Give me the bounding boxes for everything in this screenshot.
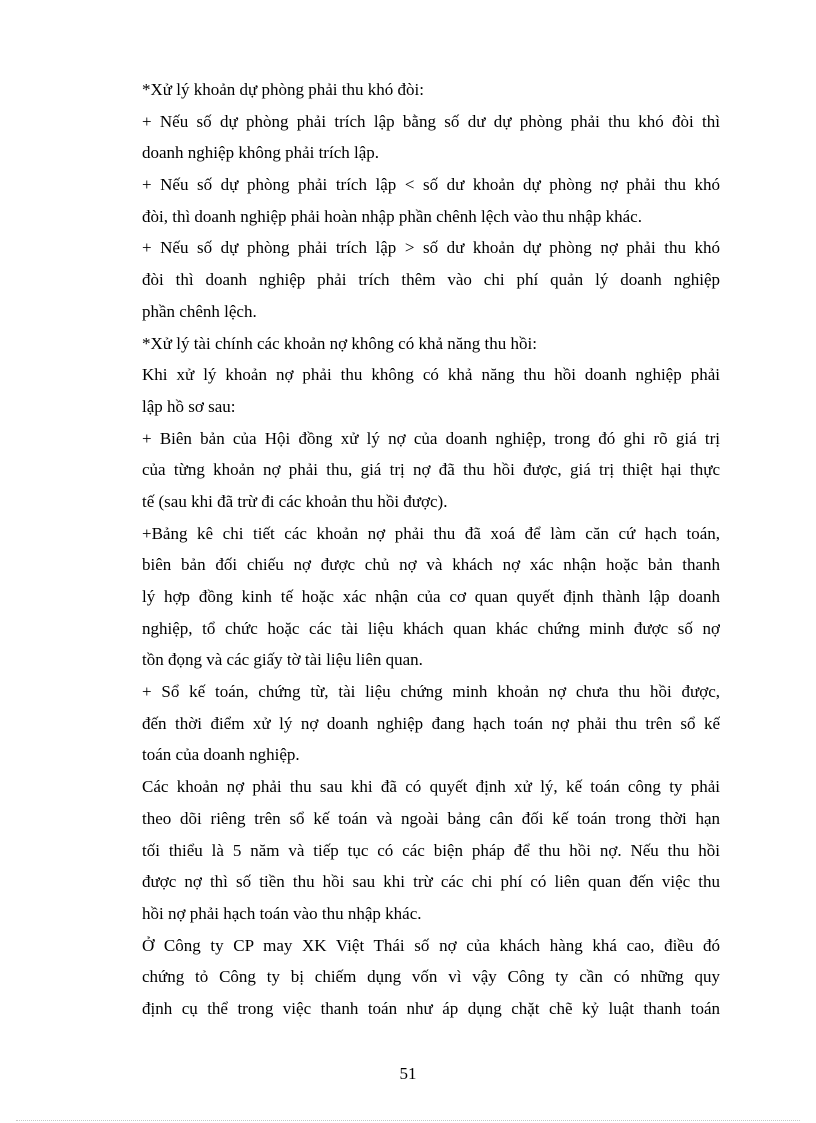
text-line: được nợ thì số tiền thu hồi sau khi trừ các chi phí có liên quan đến việc thu (142, 872, 720, 892)
text-line: Các khoản nợ phải thu sau khi đã có quyết định xử lý, kế toán công ty phải (142, 777, 720, 797)
text-line: Khi xử lý khoản nợ phải thu không có khả năng thu hồi doanh nghiệp phải (142, 365, 720, 385)
text-line: +Bảng kê chi tiết các khoản nợ phải thu đã xoá để làm căn cứ hạch toán, (142, 523, 720, 543)
text-line: lập hồ sơ sau: (142, 396, 236, 416)
text-line: hồi nợ phải hạch toán vào thu nhập khác. (142, 903, 422, 923)
text-line: biên bản đối chiếu nợ được chủ nợ và khách nợ xác nhận hoặc bản thanh (142, 555, 720, 575)
text-line-heading-2: *Xử lý tài chính các khoản nợ không có khả năng thu hồi: (142, 333, 537, 353)
text-line: nghiệp, tổ chức hoặc các tài liệu khách quan khác chứng minh được số nợ (142, 618, 720, 638)
text-line: tồn đọng và các giấy tờ tài liệu liên quan. (142, 650, 423, 670)
text-line: + Nếu số dự phòng phải trích lập > số dư khoản dự phòng nợ phải thu khó (142, 238, 720, 258)
text-line: toán của doanh nghiệp. (142, 745, 300, 765)
text-line: tế (sau khi đã trừ đi các khoản thu hồi được). (142, 491, 448, 511)
text-line-heading-1: *Xử lý khoản dự phòng phải thu khó đòi: (142, 80, 424, 99)
text-line: tối thiểu là 5 năm và tiếp tục có các biện pháp để thu hồi nợ. Nếu thu hồi (142, 840, 720, 860)
text-line: chứng tỏ Công ty bị chiếm dụng vốn vì vậy Công ty cần có những quy (142, 967, 720, 987)
text-line: đến thời điểm xử lý nợ doanh nghiệp đang hạch toán nợ phải thu trên sổ kế (142, 713, 720, 733)
body-text (142, 74, 720, 1025)
text-line: định cụ thể trong việc thanh toán như áp dụng chặt chẽ kỷ luật thanh toán (142, 998, 720, 1018)
text-line: Ở Công ty CP may XK Việt Thái số nợ của khách hàng khá cao, điều đó (142, 935, 720, 955)
text-line: phần chênh lệch. (142, 301, 257, 321)
text-line: doanh nghiệp không phải trích lập. (142, 143, 380, 163)
text-line: đòi, thì doanh nghiệp phải hoàn nhập phần chênh lệch vào thu nhập khác. (142, 206, 642, 226)
page-bottom-border (16, 1120, 800, 1121)
text-line: + Nếu số dự phòng phải trích lập bằng số dư dự phòng phải thu khó đòi thì (142, 111, 720, 131)
text-line: lý hợp đồng kinh tế hoặc xác nhận của cơ quan quyết định thành lập doanh (142, 587, 720, 606)
text-line: đòi thì doanh nghiệp phải trích thêm vào chi phí quản lý doanh nghiệp (142, 270, 720, 290)
page-number: 51 (399, 1064, 417, 1083)
text-line: + Biên bản của Hội đồng xử lý nợ của doanh nghiệp, trong đó ghi rõ giá trị (142, 428, 720, 448)
text-line: + Nếu số dự phòng phải trích lập < số dư khoản dự phòng nợ phải thu khó (142, 175, 720, 195)
text-line: + Sổ kế toán, chứng từ, tài liệu chứng minh khoản nợ chưa thu hồi được, (142, 682, 720, 702)
text-line: theo dõi riêng trên sổ kế toán và ngoài bảng cân đối kế toán trong thời hạn (142, 808, 720, 828)
text-line: của từng khoản nợ phải thu, giá trị nợ đã thu hồi được, giá trị thiệt hại thực (142, 460, 720, 480)
